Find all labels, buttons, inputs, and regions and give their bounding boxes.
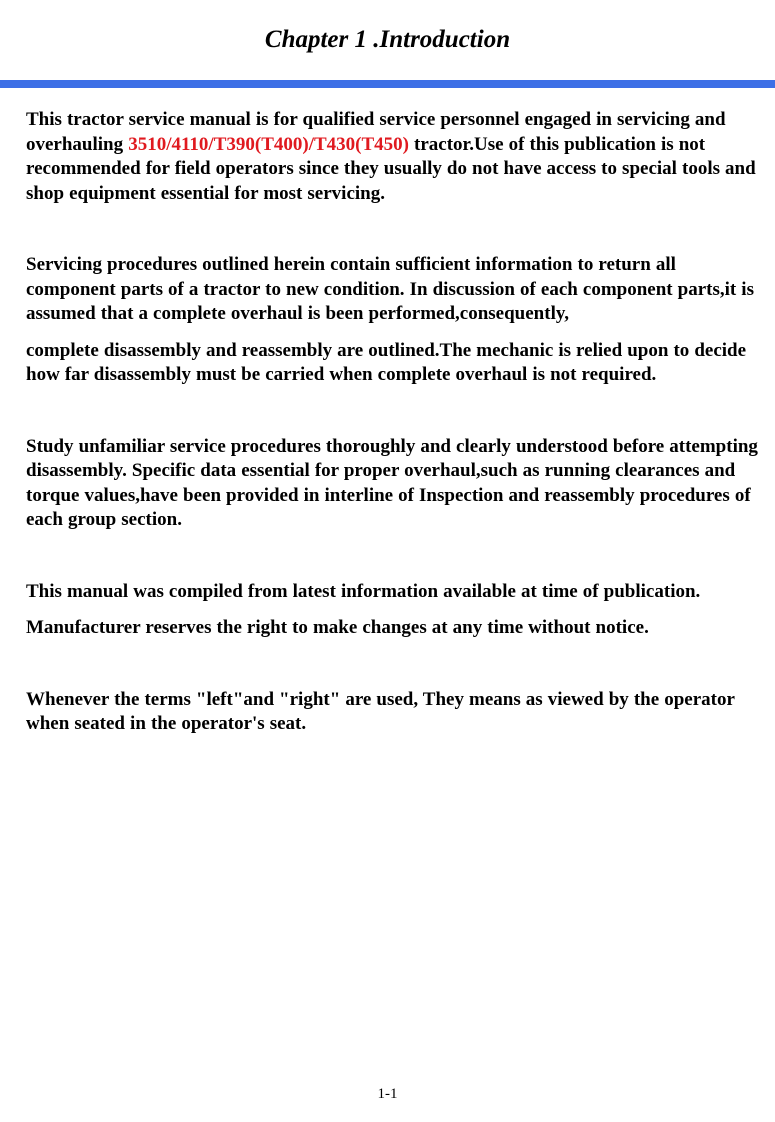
disassembly-paragraph: complete disassembly and reassembly are outlined.The mechanic is relied upon to decide how far disassembly must be carried when complete overhaul is not required. (26, 339, 747, 385)
paragraph-spacer (26, 604, 766, 616)
tractor-models: 3510/4110/T390(T400)/T430(T450) (128, 133, 409, 155)
intro-text-start: This tractor service manual is for qualified service personnel engaged in servicing and overhauling (26, 109, 726, 155)
manufacturer-paragraph: Manufacturer reserves the right to make changes at any time without notice. (26, 617, 649, 638)
intro-text-end: tractor.Use of this publication is not recommended for field operators since they usually do not have access to special tools and shop equipment essential for most servicing. (26, 133, 756, 204)
paragraph-spacer (26, 641, 766, 688)
chapter-title: Chapter 1 .Introduction (264, 26, 511, 53)
page-number: 1-1 (377, 1086, 398, 1102)
orientation-paragraph: Whenever the terms "left"and "right" are used, They means as viewed by the operator when seated in the operator's seat. (26, 688, 735, 734)
paragraph-spacer (26, 206, 766, 253)
intro-paragraph (26, 108, 766, 206)
procedures-paragraph: Servicing procedures outlined herein contain sufficient information to return all component parts of a tractor to new condition. In discussion of each component parts,it is assumed that a complete overhaul is been performed,consequently, (26, 254, 754, 324)
paragraph-spacer (26, 327, 766, 339)
study-paragraph: Study unfamiliar service procedures thoroughly and clearly understood before attempting disassembly. Specific data essential for proper overhaul,such as running clearances and torque values,have been provided in interline of Inspection and reassembly procedures of each group section. (26, 435, 758, 530)
paragraph-spacer (26, 388, 766, 435)
manual-content (26, 108, 766, 737)
title-divider (0, 80, 775, 88)
compiled-paragraph: This manual was compiled from latest information available at time of publication. (26, 580, 701, 602)
paragraph-spacer (26, 533, 766, 580)
